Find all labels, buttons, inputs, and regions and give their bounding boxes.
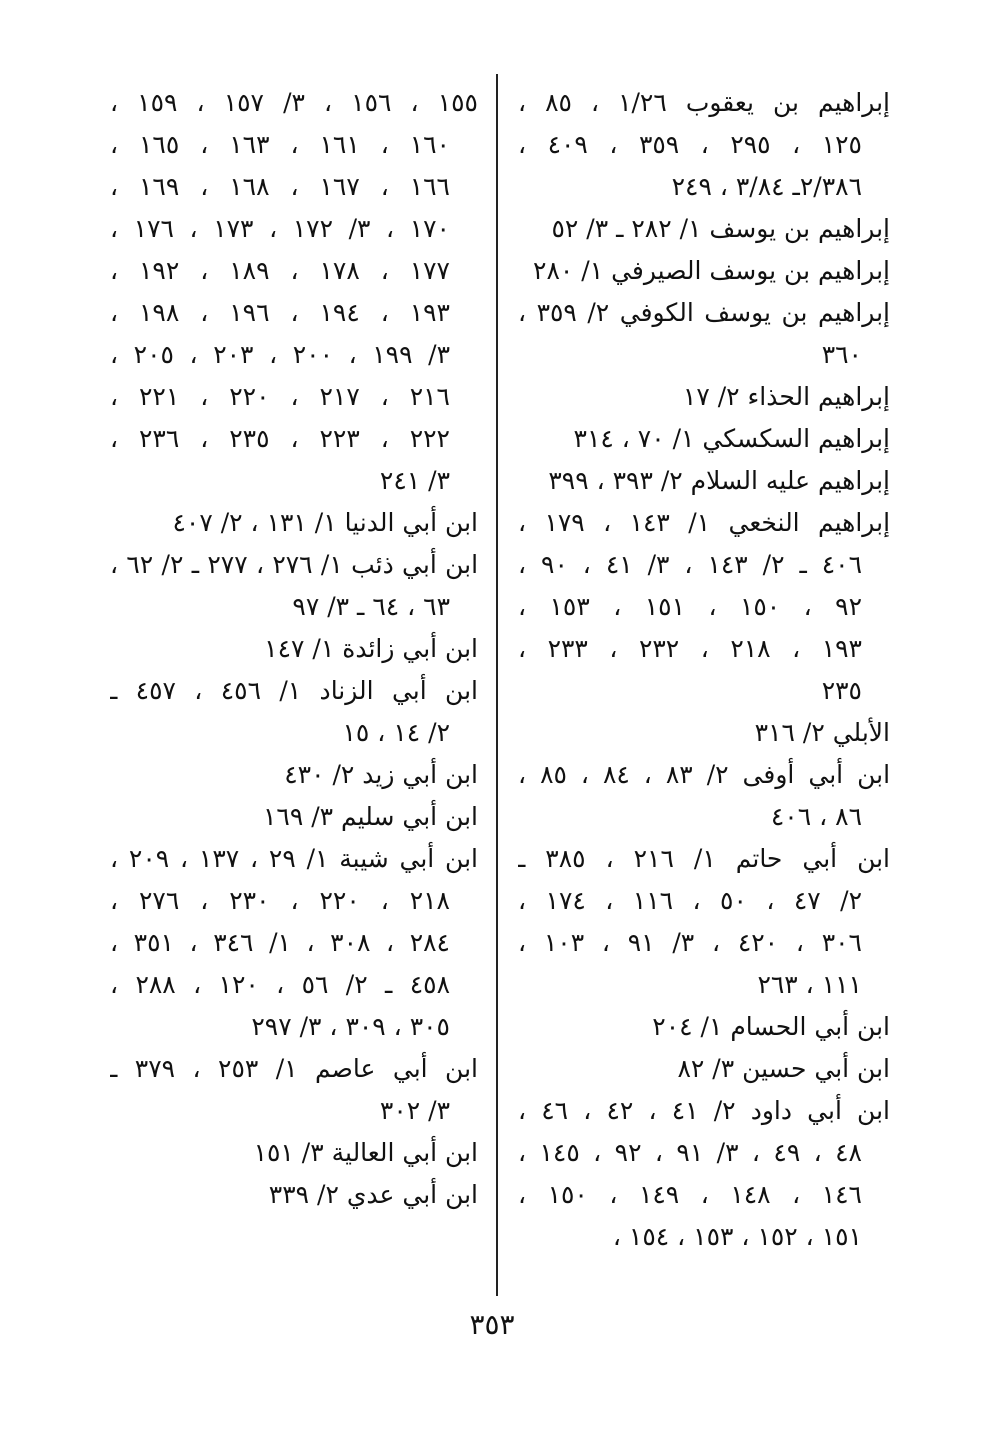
index-entry — [110, 1048, 478, 1132]
index-entry — [518, 376, 890, 418]
index-entry-heading-line: ١٥٥ ، ١٥٦ ، ٣/ ١٥٧ ، ١٥٩ ، — [110, 88, 478, 117]
index-entry — [518, 1048, 890, 1090]
index-entry-continuation-line: ٢/ ١٤ ، ١٥ — [342, 718, 450, 747]
index-entry-continuation-line: ١٤٦ ، ١٤٨ ، ١٤٩ ، ١٥٠ ، — [518, 1180, 862, 1209]
index-entry-continuation-line: ١٩٣ ، ٢١٨ ، ٢٣٢ ، ٢٣٣ ، — [518, 634, 862, 663]
index-entry — [518, 208, 890, 250]
index-entry-continuation-line: ٤٥٨ ـ ٢/ ٥٦ ، ١٢٠ ، ٢٨٨ ، — [110, 970, 451, 999]
index-entry — [110, 670, 478, 754]
index-entry-continuation-line: ٣٦٠ — [821, 340, 862, 369]
index-entry — [518, 292, 890, 376]
index-entry — [518, 460, 890, 502]
index-entry — [110, 796, 478, 838]
index-entry — [518, 838, 890, 1006]
index-entry — [110, 502, 478, 544]
index-entry-heading-line: الأبلي ٢/ ٣١٦ — [754, 718, 890, 747]
index-entry-heading-line: ابن أبي سليم ٣/ ١٦٩ — [262, 802, 478, 831]
index-entry — [110, 754, 478, 796]
index-entry-heading-line: ابن أبي حاتم ١/ ٢١٦ ، ٣٨٥ ـ — [518, 844, 890, 873]
index-entry-heading-line: ابن أبي العالية ٣/ ١٥١ — [253, 1138, 478, 1167]
index-entry — [110, 1132, 478, 1174]
index-entry-continuation-line: ١٧٧ ، ١٧٨ ، ١٨٩ ، ١٩٢ ، — [110, 256, 450, 285]
index-entry-continuation-line: ٢/ ٤٧ ، ٥٠ ، ١١٦ ، ١٧٤ ، — [518, 886, 862, 915]
column-divider — [496, 74, 498, 1296]
index-entry-heading-line: ابن أبي الدنيا ١/ ١٣١ ، ٢/ ٤٠٧ — [172, 508, 478, 537]
index-entry-heading-line: ابن أبي عدي ٢/ ٣٣٩ — [268, 1180, 478, 1209]
index-entry-heading-line: إبراهيم بن يوسف ١/ ٢٨٢ ـ ٣/ ٥٢ — [551, 214, 890, 243]
index-entry-continuation-line: ١٦٦ ، ١٦٧ ، ١٦٨ ، ١٦٩ ، — [110, 172, 450, 201]
index-entry — [518, 754, 890, 838]
index-entry-continuation-line: ١٦٠ ، ١٦١ ، ١٦٣ ، ١٦٥ ، — [110, 130, 450, 159]
index-entry — [518, 418, 890, 460]
index-entry-continuation-line: ٨٦ ، ٤٠٦ — [770, 802, 862, 831]
index-entry-heading-line: إبراهيم بن يوسف الكوفي ٢/ ٣٥٩ ، — [518, 298, 890, 327]
index-entry — [518, 502, 890, 712]
index-entry-heading-line: إبراهيم عليه السلام ٢/ ٣٩٣ ، ٣٩٩ — [548, 466, 890, 495]
index-entry-continuation-line: ٣/ ٢٤١ — [379, 466, 450, 495]
index-entry — [110, 544, 478, 628]
index-entry-heading-line: إبراهيم السكسكي ١/ ٧٠ ، ٣١٤ — [573, 424, 890, 453]
index-entry-heading-line: ابن أبي الحسام ١/ ٢٠٤ — [652, 1012, 890, 1041]
index-entry-heading-line: ابن أبي زائدة ١/ ١٤٧ — [264, 634, 478, 663]
index-entry-heading-line: ابن أبي زيد ٢/ ٤٣٠ — [284, 760, 478, 789]
index-entry-continuation-line: ٩٢ ، ١٥٠ ، ١٥١ ، ١٥٣ ، — [518, 592, 863, 621]
index-entry — [518, 1006, 890, 1048]
index-entry-heading-line: إبراهيم بن يوسف الصيرفي ١/ ٢٨٠ — [533, 256, 890, 285]
index-entry-continuation-line: ٣٠٦ ، ٤٢٠ ، ٣/ ٩١ ، ١٠٣ ، — [518, 928, 862, 957]
index-entry-continuation-line: ٤٨ ، ٤٩ ، ٣/ ٩١ ، ٩٢ ، ١٤٥ ، — [518, 1138, 862, 1167]
index-entry — [110, 838, 478, 1048]
index-entry — [110, 628, 478, 670]
index-entry-continuation-line: ٤٠٦ ـ ٢/ ١٤٣ ، ٣/ ٤١ ، ٩٠ ، — [518, 550, 863, 579]
index-entry-heading-line: ابن أبي داود ٢/ ٤١ ، ٤٢ ، ٤٦ ، — [518, 1096, 890, 1125]
index-entry-heading-line: إبراهيم بن يعقوب ١/٢٦ ، ٨٥ ، — [518, 88, 890, 117]
index-entry-continuation-line: ٣/ ٣٠٢ — [379, 1096, 450, 1125]
page-number: ٣٥٣ — [469, 1308, 515, 1341]
index-entry — [110, 82, 478, 502]
index-entry-continuation-line: ٣/ ١٩٩ ، ٢٠٠ ، ٢٠٣ ، ٢٠٥ ، — [110, 340, 450, 369]
index-entry-continuation-line: ٢٢٢ ، ٢٢٣ ، ٢٣٥ ، ٢٣٦ ، — [110, 424, 450, 453]
index-entry-continuation-line: ٢١٨ ، ٢٢٠ ، ٢٣٠ ، ٢٧٦ ، — [110, 886, 450, 915]
index-entry-continuation-line: ٢١٦ ، ٢١٧ ، ٢٢٠ ، ٢٢١ ، — [110, 382, 450, 411]
index-entry — [518, 250, 890, 292]
index-entry-continuation-line: ١٧٠ ، ٣/ ١٧٢ ، ١٧٣ ، ١٧٦ ، — [110, 214, 450, 243]
index-entry-continuation-line: ٢/٣٨٦ـ ٣/٨٤ ، ٢٤٩ — [671, 172, 862, 201]
index-entry-continuation-line: ١٢٥ ، ٢٩٥ ، ٣٥٩ ، ٤٠٩ ، — [518, 130, 862, 159]
index-entry-heading-line: ابن أبي عاصم ١/ ٢٥٣ ، ٣٧٩ ـ — [110, 1054, 478, 1083]
index-entry-heading-line: ابن أبي أوفى ٢/ ٨٣ ، ٨٤ ، ٨٥ ، — [518, 760, 890, 789]
index-column-right — [518, 82, 890, 1258]
index-entry-continuation-line: ٢٨٤ ، ٣٠٨ ، ١/ ٣٤٦ ، ٣٥١ ، — [110, 928, 450, 957]
index-entry-heading-line: ابن أبي الزناد ١/ ٤٥٦ ، ٤٥٧ ـ — [110, 676, 478, 705]
index-entry — [518, 82, 890, 208]
index-entry — [518, 1090, 890, 1258]
index-entry-continuation-line: ١١١ ، ٢٦٣ — [757, 970, 862, 999]
index-entry-continuation-line: ٦٣ ، ٦٤ ـ ٣/ ٩٧ — [292, 592, 450, 621]
index-entry-continuation-line: ١٩٣ ، ١٩٤ ، ١٩٦ ، ١٩٨ ، — [110, 298, 450, 327]
index-entry-heading-line: ابن أبي ذئب ١/ ٢٧٦ ، ٢٧٧ ـ ٢/ ٦٢ ، — [110, 550, 478, 579]
index-entry — [518, 712, 890, 754]
index-entry-continuation-line: ٢٣٥ — [821, 676, 862, 705]
index-entry-heading-line: إبراهيم الحذاء ٢/ ١٧ — [682, 382, 890, 411]
index-entry-heading-line: ابن أبي شيبة ١/ ٢٩ ، ١٣٧ ، ٢٠٩ ، — [110, 844, 478, 873]
index-entry-heading-line: ابن أبي حسين ٣/ ٨٢ — [677, 1054, 890, 1083]
index-entry-heading-line: إبراهيم النخعي ١/ ١٤٣ ، ١٧٩ ، — [518, 508, 890, 537]
index-entry — [110, 1174, 478, 1216]
index-column-left — [110, 82, 478, 1216]
index-entry-continuation-line: ٣٠٥ ، ٣٠٩ ، ٣/ ٢٩٧ — [251, 1012, 450, 1041]
index-entry-continuation-line: ١٥١ ، ١٥٢ ، ١٥٣ ، ١٥٤ ، — [612, 1222, 862, 1251]
